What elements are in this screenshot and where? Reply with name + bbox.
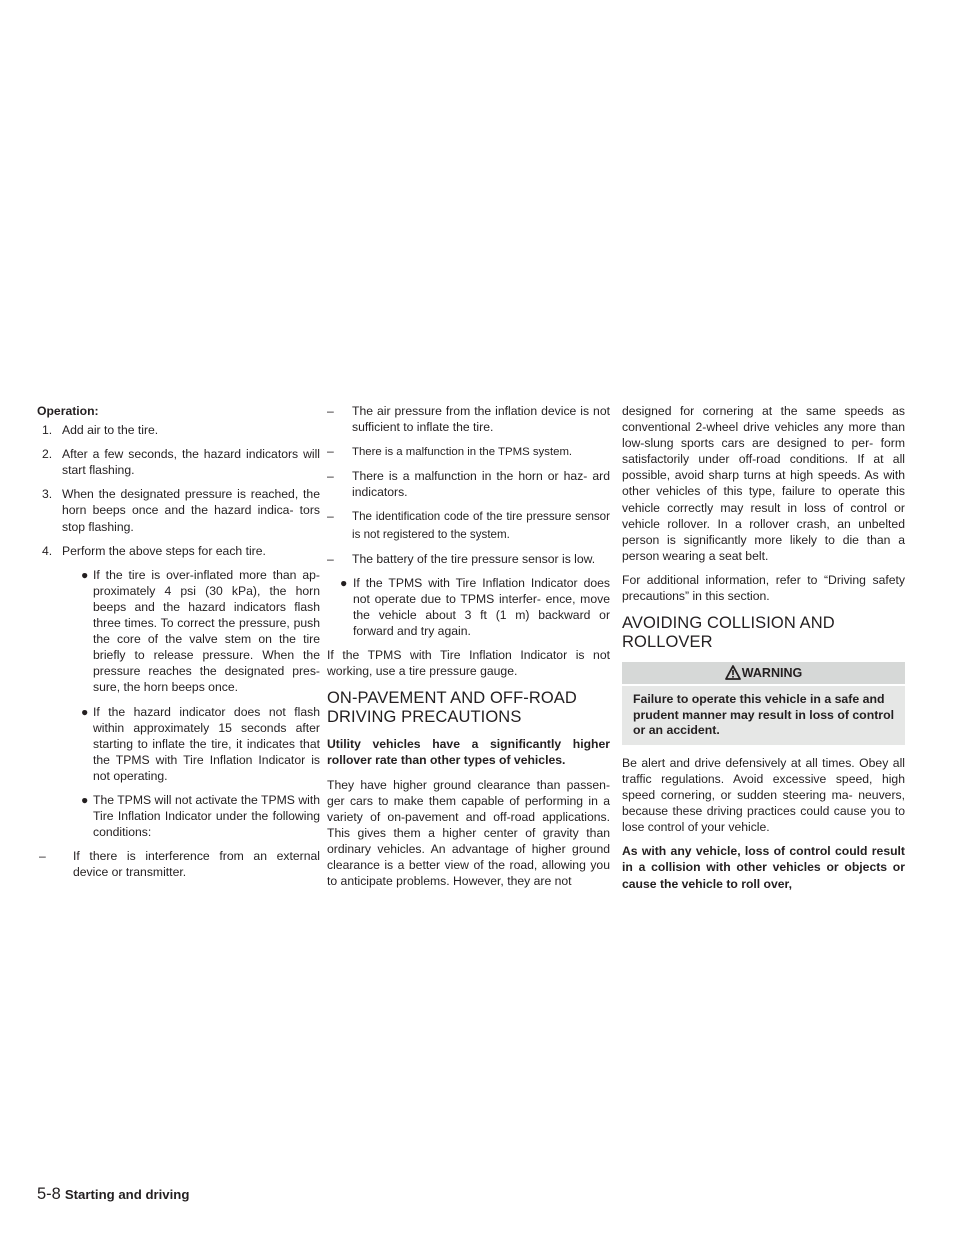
warning-body: Failure to operate this vehicle in a safe and prudent manner may result in loss of control or an accident. <box>622 686 905 745</box>
step-text: Perform the above steps for each tire. <box>62 543 266 558</box>
step-1 <box>37 422 320 438</box>
dash-item <box>327 468 610 500</box>
dash-item <box>37 848 320 880</box>
dash-icon: – <box>327 469 334 484</box>
step-number: 1. <box>42 423 53 438</box>
bold-paragraph: As with any vehicle, loss of control could result in a collision with other vehicles or objects or cause the vehicle to roll over, <box>622 844 905 891</box>
dash-item <box>327 443 610 460</box>
step-text: Add air to the tire. <box>62 423 159 438</box>
dash-icon: – <box>327 551 334 566</box>
column-1 <box>37 403 320 888</box>
dash-text: The air pressure from the inflation device is not sufficient to inflate the tire. <box>352 404 610 435</box>
paragraph: designed for cornering at the same speeds as conventional 2-wheel drive vehicles any more than low-slung sports cars are designed to per- form satisfactorily under off-road conditions. If at all possible, avoid sharp turns at high speeds. As with other vehicles of this type, failure to operate this vehicle correctly may result in loss of control or vehicle rollover. In a rollover crash, an unbelted person is significantly more likely to die than a person wearing a seat belt. <box>622 404 905 563</box>
column-3 <box>622 403 905 900</box>
dash-icon: – <box>39 849 46 864</box>
dash-item <box>327 403 610 435</box>
bullet-item <box>37 567 320 696</box>
page-footer <box>37 1184 189 1205</box>
paragraph: They have higher ground clearance than passen- ger cars to make them capable of performing in a variety of on-pavement and off-road applications. This gives them a higher center of gravity than ordinary vehicles. An advantage of higher ground clearance is a better view of the road, allowing you to anticipate problems. However, they are not <box>327 777 610 889</box>
warning-header <box>622 662 905 684</box>
dash-text: If there is interference from an external device or transmitter. <box>73 849 320 880</box>
dash-text: The battery of the tire pressure sensor is low. <box>352 551 596 566</box>
dash-icon: – <box>327 444 334 459</box>
step-number: 3. <box>42 487 53 502</box>
dash-icon: – <box>327 509 334 524</box>
step-2 <box>37 446 320 478</box>
bullet-text: If the TPMS with Tire Inflation Indicator does not operate due to TPMS interfer- ence, move the vehicle about 3 ft (1 m) backward or forward and try again. <box>353 575 610 639</box>
bullet-icon: ● <box>340 575 348 590</box>
paragraph: For additional information, refer to “Driving safety precautions” in this section. <box>622 572 905 604</box>
dash-text: There is a malfunction in the TPMS system. <box>352 446 573 459</box>
bullet-icon: ● <box>81 704 89 719</box>
column-2 <box>327 403 610 897</box>
dash-item <box>327 508 610 542</box>
bullet-item <box>37 704 320 784</box>
bullet-text: If the tire is over-inflated more than ap- proximately 4 psi (30 kPa), the horn beeps and the hazard indicators flash three times. To correct the pressure, push the core of the valve stem on the tire briefly to release pressure. When the pressure reaches the designated pres- sure, the horn beeps once. <box>93 567 320 695</box>
operation-heading: Operation: <box>37 404 99 418</box>
paragraph: Be alert and drive defensively at all times. Obey all traffic regulations. Avoid excessive speed, high speed cornering, or sudden steering ma- neuvers, because these driving practices could cause you to lose control of your vehicle. <box>622 755 905 835</box>
step-text: After a few seconds, the hazard indicators will start flashing. <box>62 447 320 478</box>
step-number: 2. <box>42 447 53 462</box>
bullet-item <box>327 575 610 639</box>
section-title: Starting and driving <box>64 1187 190 1202</box>
bullet-item <box>37 792 320 840</box>
page-number: 5-8 <box>37 1185 61 1203</box>
dash-item <box>327 551 610 567</box>
bold-paragraph: Utility vehicles have a significantly higher rollover rate than other types of vehicles. <box>327 737 610 768</box>
dash-text: There is a malfunction in the horn or haz- ard indicators. <box>352 469 610 500</box>
step-number: 4. <box>42 543 53 558</box>
bullet-icon: ● <box>81 567 89 582</box>
bullet-text: If the hazard indicator does not flash within approximately 15 seconds after starting to inflate the tire, it indicates that the TPMS with Tire Inflation Indicator is not operating. <box>93 704 320 783</box>
step-4 <box>37 543 320 559</box>
dash-icon: – <box>327 404 334 418</box>
warning-label: WARNING <box>741 666 803 681</box>
step-text: When the designated pressure is reached, the horn beeps once and the hazard indica- tors stop flashing. <box>62 487 320 534</box>
bullet-icon: ● <box>81 792 89 807</box>
dash-text: The identification code of the tire pressure sensor is not registered to the system. <box>352 510 610 541</box>
section-heading: AVOIDING COLLISION AND ROLLOVER <box>622 614 835 652</box>
paragraph: If the TPMS with Tire Inflation Indicator is not working, use a tire pressure gauge. <box>327 648 610 679</box>
section-heading: ON-PAVEMENT AND OFF-ROAD DRIVING PRECAUTIONS <box>327 689 577 727</box>
step-3 <box>37 486 320 534</box>
bullet-text: The TPMS will not activate the TPMS with Tire Inflation Indicator under the following conditions: <box>93 792 320 840</box>
warning-icon <box>725 665 741 680</box>
